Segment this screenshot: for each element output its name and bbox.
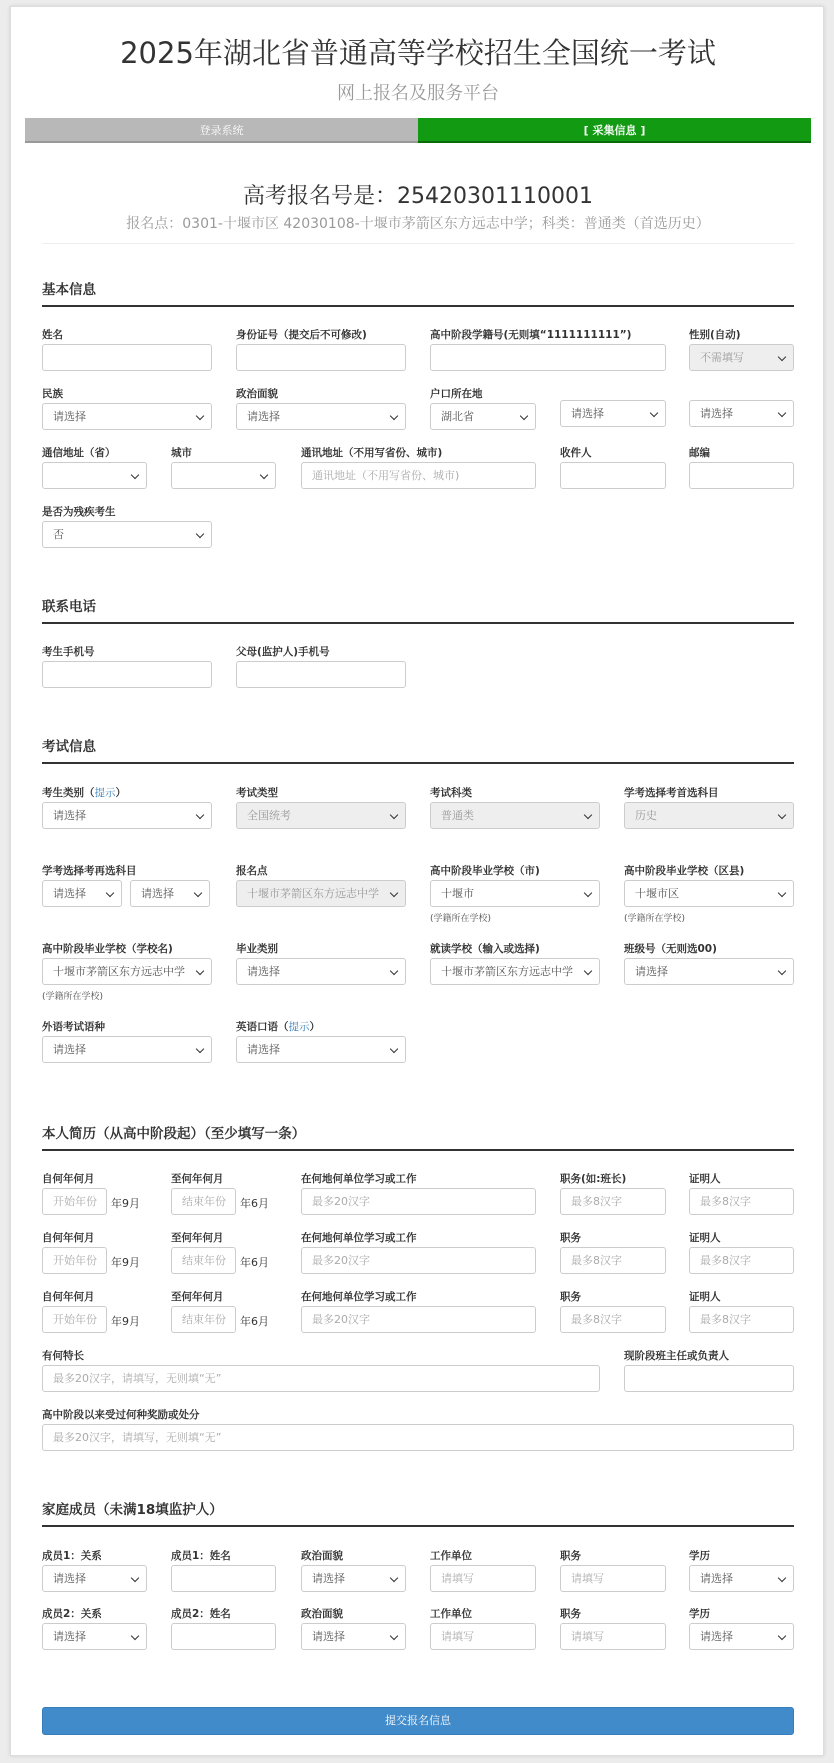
student-no-label: 高中阶段学籍号(无则填“1111111111”) (430, 329, 632, 341)
class-select[interactable]: 请选择 (624, 958, 794, 985)
step-collect-info: [ 采集信息 ] (418, 118, 811, 143)
specialty-input[interactable]: 最多20汉字，请填写，无则填“无” (42, 1365, 600, 1392)
resume-from-month: 年9月 (111, 1256, 140, 1269)
member-name-input[interactable] (171, 1623, 276, 1650)
study-school-label: 就读学校（输入或选择) (430, 943, 540, 955)
member-political-select[interactable]: 请选择 (301, 1623, 406, 1650)
resume-duty-label: 职务 (560, 1232, 581, 1244)
grad-school-note: (学籍所在学校) (42, 992, 104, 1002)
recipient-label: 收件人 (560, 447, 592, 459)
grad-district-select[interactable]: 十堰市区 (624, 880, 794, 907)
resume-from-label: 自何年何月 (42, 1291, 95, 1303)
recipient-input[interactable] (560, 462, 666, 489)
gender-label: 性别(自动) (689, 329, 741, 341)
resume-to-label: 至何年何月 (171, 1232, 224, 1244)
ethnic-select[interactable]: 请选择 (42, 403, 212, 430)
resume-place-label: 在何地何单位学习或工作 (301, 1173, 417, 1185)
addr-city-label: 城市 (171, 447, 192, 459)
resume-from-label: 自何年何月 (42, 1232, 95, 1244)
exam-type-select: 全国统考 (236, 802, 406, 829)
resume-to-year-input[interactable]: 结束年份 (171, 1188, 236, 1215)
member-name-label: 成员2：姓名 (171, 1608, 231, 1620)
section-exam-heading: 考试信息 (42, 739, 96, 755)
addr-detail-label: 通讯地址（不用写省份、城市) (301, 447, 443, 459)
id-label: 身份证号（提交后不可修改) (236, 329, 367, 341)
lang-select[interactable]: 请选择 (42, 1036, 212, 1063)
category-select[interactable]: 请选择 (42, 802, 212, 829)
member-edu-label: 学历 (689, 1550, 710, 1562)
resume-from-month: 年9月 (111, 1315, 140, 1328)
section-rule (42, 1525, 794, 1527)
parent-mobile-label: 父母(监护人)手机号 (236, 646, 330, 658)
member-name-input[interactable] (171, 1565, 276, 1592)
specialty-label: 有何特长 (42, 1350, 84, 1362)
grad-school-select[interactable]: 十堰市茅箭区东方远志中学 (42, 958, 212, 985)
resume-to-month: 年6月 (240, 1315, 269, 1328)
exam-type-label: 考试类型 (236, 787, 278, 799)
resume-witness-input[interactable]: 最多8汉字 (689, 1188, 794, 1215)
section-rule (42, 762, 794, 764)
site-select: 十堰市茅箭区东方远志中学 (236, 880, 406, 907)
resume-duty-input[interactable]: 最多8汉字 (560, 1306, 666, 1333)
hukou-province-select[interactable]: 湖北省 (430, 403, 536, 430)
registration-card (10, 6, 824, 1756)
mobile-label: 考生手机号 (42, 646, 95, 658)
study-school-select[interactable]: 十堰市茅箭区东方远志中学 (430, 958, 600, 985)
oral-label: 英语口语（提示） (236, 1021, 320, 1033)
member-relation-label: 成员1：关系 (42, 1550, 102, 1562)
member-duty-label: 职务 (560, 1550, 581, 1562)
category-label: 考生类别（提示） (42, 787, 126, 799)
page-title: 2025年湖北省普通高等学校招生全国统一考试 (120, 36, 716, 70)
resume-place-input[interactable]: 最多20汉字 (301, 1247, 536, 1274)
oral-hint-link[interactable]: 提示 (288, 1021, 310, 1033)
addr-province-select[interactable] (42, 462, 147, 489)
resume-from-label: 自何年何月 (42, 1173, 95, 1185)
resume-witness-label: 证明人 (689, 1173, 721, 1185)
member-duty-label: 职务 (560, 1608, 581, 1620)
resume-place-label: 在何地何单位学习或工作 (301, 1291, 417, 1303)
teacher-label: 现阶段班主任或负责人 (624, 1350, 729, 1362)
resume-witness-input[interactable]: 最多8汉字 (689, 1247, 794, 1274)
grad-district-label: 高中阶段毕业学校（区县) (624, 865, 745, 877)
resume-witness-label: 证明人 (689, 1291, 721, 1303)
member-name-label: 成员1：姓名 (171, 1550, 231, 1562)
hukou-city-select[interactable]: 请选择 (560, 400, 666, 427)
teacher-input[interactable] (624, 1365, 794, 1392)
grad-city-label: 高中阶段毕业学校（市) (430, 865, 540, 877)
resume-witness-label: 证明人 (689, 1232, 721, 1244)
step-login[interactable]: 登录系统 (25, 118, 418, 143)
category-hint-link[interactable]: 提示 (94, 787, 116, 799)
mobile-input[interactable] (42, 661, 212, 688)
section-rule (42, 305, 794, 307)
resume-place-label: 在何地何单位学习或工作 (301, 1232, 417, 1244)
member-relation-select[interactable]: 请选择 (42, 1623, 147, 1650)
member-relation-select[interactable]: 请选择 (42, 1565, 147, 1592)
registration-number: 高考报名号是：25420301110001 (243, 184, 593, 209)
second-subject-label: 学考选择考再选科目 (42, 865, 137, 877)
lang-label: 外语考试语种 (42, 1021, 105, 1033)
member-political-label: 政治面貌 (301, 1608, 343, 1620)
resume-place-input[interactable]: 最多20汉字 (301, 1306, 536, 1333)
resume-to-year-input[interactable]: 结束年份 (171, 1247, 236, 1274)
id-number-input[interactable] (236, 344, 406, 371)
resume-from-year-input[interactable]: 开始年份 (42, 1247, 107, 1274)
resume-duty-label: 职务(如:班长) (560, 1173, 627, 1185)
addr-detail-input[interactable]: 通讯地址（不用写省份、城市) (301, 462, 536, 489)
gender-select: 不需填写 (689, 344, 794, 371)
grad-type-select[interactable]: 请选择 (236, 958, 406, 985)
first-subject-select: 历史 (624, 802, 794, 829)
resume-from-month: 年9月 (111, 1197, 140, 1210)
name-label: 姓名 (42, 329, 63, 341)
class-label: 班级号（无则选00) (624, 943, 717, 955)
registration-detail: 报名点：0301-十堰市区 42030108-十堰市茅箭区东方远志中学；科类：普通类（首选历史） (126, 216, 710, 232)
disabled-label: 是否为残疾考生 (42, 506, 116, 518)
awards-label: 高中阶段以来受过何种奖励或处分 (42, 1409, 200, 1421)
member-duty-input[interactable]: 请填写 (560, 1565, 666, 1592)
addr-province-label: 通信地址（省） (42, 447, 116, 459)
first-subject-label: 学考选择考首选科目 (624, 787, 719, 799)
section-rule (42, 1149, 794, 1151)
page-subtitle: 网上报名及服务平台 (337, 83, 499, 104)
exam-subject-label: 考试科类 (430, 787, 472, 799)
member-duty-input[interactable]: 请填写 (560, 1623, 666, 1650)
disabled-select[interactable]: 否 (42, 521, 212, 548)
section-basic-heading: 基本信息 (42, 282, 96, 298)
section-contact-heading: 联系电话 (42, 599, 96, 615)
member-work-input[interactable]: 请填写 (430, 1623, 536, 1650)
resume-witness-input[interactable]: 最多8汉字 (689, 1306, 794, 1333)
section-resume-heading: 本人简历（从高中阶段起）（至少填写一条） (42, 1126, 306, 1142)
resume-from-year-input[interactable]: 开始年份 (42, 1188, 107, 1215)
student-no-input[interactable] (430, 344, 666, 371)
political-label: 政治面貌 (236, 388, 278, 400)
resume-duty-label: 职务 (560, 1291, 581, 1303)
member-work-label: 工作单位 (430, 1608, 472, 1620)
second-subject-select-2[interactable]: 请选择 (130, 880, 210, 907)
hukou-label: 户口所在地 (430, 388, 483, 400)
resume-duty-input[interactable]: 最多8汉字 (560, 1188, 666, 1215)
grad-city-select[interactable]: 十堰市 (430, 880, 600, 907)
postcode-label: 邮编 (689, 447, 710, 459)
member-edu-select[interactable]: 请选择 (689, 1623, 794, 1650)
awards-input[interactable]: 最多20汉字，请填写，无则填“无” (42, 1424, 794, 1451)
resume-to-label: 至何年何月 (171, 1291, 224, 1303)
resume-to-year-input[interactable]: 结束年份 (171, 1306, 236, 1333)
addr-city-select[interactable] (171, 462, 276, 489)
progress-steps (25, 118, 811, 143)
member-edu-label: 学历 (689, 1608, 710, 1620)
submit-button[interactable]: 提交报名信息 (42, 1707, 794, 1735)
resume-place-input[interactable]: 最多20汉字 (301, 1188, 536, 1215)
grad-school-label: 高中阶段毕业学校（学校名) (42, 943, 173, 955)
oral-select[interactable]: 请选择 (236, 1036, 406, 1063)
resume-to-month: 年6月 (240, 1256, 269, 1269)
member-edu-select[interactable]: 请选择 (689, 1565, 794, 1592)
member-relation-label: 成员2：关系 (42, 1608, 102, 1620)
resume-to-month: 年6月 (240, 1197, 269, 1210)
parent-mobile-input[interactable] (236, 661, 406, 688)
member-political-select[interactable]: 请选择 (301, 1565, 406, 1592)
grad-city-note: (学籍所在学校) (430, 914, 492, 924)
postcode-input[interactable] (689, 462, 794, 489)
name-input[interactable] (42, 344, 212, 371)
grad-type-label: 毕业类别 (236, 943, 278, 955)
member-work-input[interactable]: 请填写 (430, 1565, 536, 1592)
resume-duty-input[interactable]: 最多8汉字 (560, 1247, 666, 1274)
second-subject-select-1[interactable]: 请选择 (42, 880, 122, 907)
member-work-label: 工作单位 (430, 1550, 472, 1562)
grad-district-note: (学籍所在学校) (624, 914, 686, 924)
site-label: 报名点 (236, 865, 268, 877)
hukou-county-select[interactable]: 请选择 (689, 400, 794, 427)
political-select[interactable]: 请选择 (236, 403, 406, 430)
section-family-heading: 家庭成员（未满18填监护人） (42, 1502, 223, 1518)
ethnic-label: 民族 (42, 388, 63, 400)
resume-from-year-input[interactable]: 开始年份 (42, 1306, 107, 1333)
section-rule (42, 622, 794, 624)
exam-subject-select: 普通类 (430, 802, 600, 829)
divider (42, 243, 794, 244)
resume-to-label: 至何年何月 (171, 1173, 224, 1185)
member-political-label: 政治面貌 (301, 1550, 343, 1562)
